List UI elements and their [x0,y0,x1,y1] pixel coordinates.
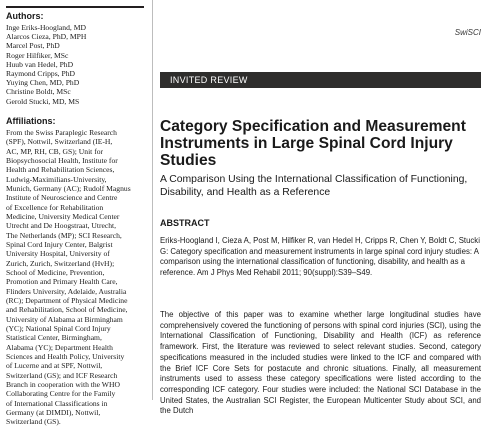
author-name: Huub van Hedel, PhD [6,59,74,69]
article-title: Category Specification and Measurement Instruments in Large Spinal Cord Injury Studies [160,118,466,169]
citation-text: Eriks-Hoogland I, Cieza A, Post M, Hilfiker R, van Hedel H, Cripps R, Chen Y, Boldt C, Stucki G: Category specification and measurement instruments in large spinal cord injury studies: A comparison using the international classification of functioning, disability, and health as a reference. Am J Phys Med Rehabil 2011; 90(suppl):S39–S49. [160,236,480,277]
abstract-body: The objective of this paper was to examine whether large longitudinal studies have comprehensively covered the functioning of persons with spinal cord injuries (SCI), using the International Classification of Functioning, Disability and Health (ICF) as reference framework. First, the literature was reviewed to select relevant studies. Second, category specifications measured in the included studies were linked to the ICF and compared with the Brief ICF Core Sets for postacute and chronic situations. Finally, all measurement instruments used to assess these category specifications were listed according to the corresponding ICF category. Four studies were included: the National SCI Database in the United States, the Australian SCI Register, the European Multicenter Study about SCI, and the Dutch [160,310,481,416]
author-name: Christine Boldt, MSc [6,87,71,97]
author-sidebar [6,6,144,427]
author-name: Roger Hilfiker, MSc [6,50,69,60]
author-list [6,23,144,106]
author-name: Marcel Post, PhD [6,41,60,51]
author-name: Alarcos Cieza, PhD, MPH [6,32,87,42]
article-subtitle: A Comparison Using the International Classification of Functioning, Disability, and Health as a Reference [160,174,468,198]
abstract-heading: ABSTRACT [160,218,210,228]
top-rule [6,6,144,8]
affiliations-heading: Affiliations: [6,115,56,126]
affiliations-text: From the Swiss Paraplegic Research (SPF), Nottwil, Switzerland (IE-H, AC, MP, RH, CB, GS); Unit for Biopsychosocial Health, Institute for Health and Rehabilitation Sciences, Ludwig-Maximilians-University, Munich, Germany (AC); Rudolf Magnus Institute of Neuroscience and Centre of Excellence for Rehabilitation Medicine, University Medical Center Utrecht and De Hoogstraat, Utrecht, The Netherlands (MP); SCI Research, Spinal Cord Injury Center, Balgrist University Hospital, University of Zurich, Zurich, Switzerland (HvH); School of Medicine, Prevention, Promotion and Primary Health Care, Flinders University, Adelaide, Australia (RC); Department of Physical Medicine and Rehabilitation, School of Medicine, University of Alabama at Birmingham (YC); National Spinal Cord Injury Statistical Center, Birmingham, Alabama (YC); Department Health Sciences and Health Policy, University of Lucerne and at SPF, Nottwil, Switzerland (GS); and ICF Research Branch in cooperation with the WHO Collaborating Centre for the Family of International Classifications in Germany (at DIMDI), Nottwil, Switzerland (GS). [6,127,131,427]
author-name: Yuying Chen, MD, PhD [6,78,80,88]
author-name: Gerold Stucki, MD, MS [6,96,80,106]
column-divider [152,0,153,400]
section-banner: INVITED REVIEW [160,72,481,88]
author-name: Inge Eriks-Hoogland, MD [6,23,86,32]
authors-heading: Authors: [6,11,44,21]
author-name: Raymond Cripps, PhD [6,69,75,79]
journal-tag: SwiSCI [454,28,481,37]
